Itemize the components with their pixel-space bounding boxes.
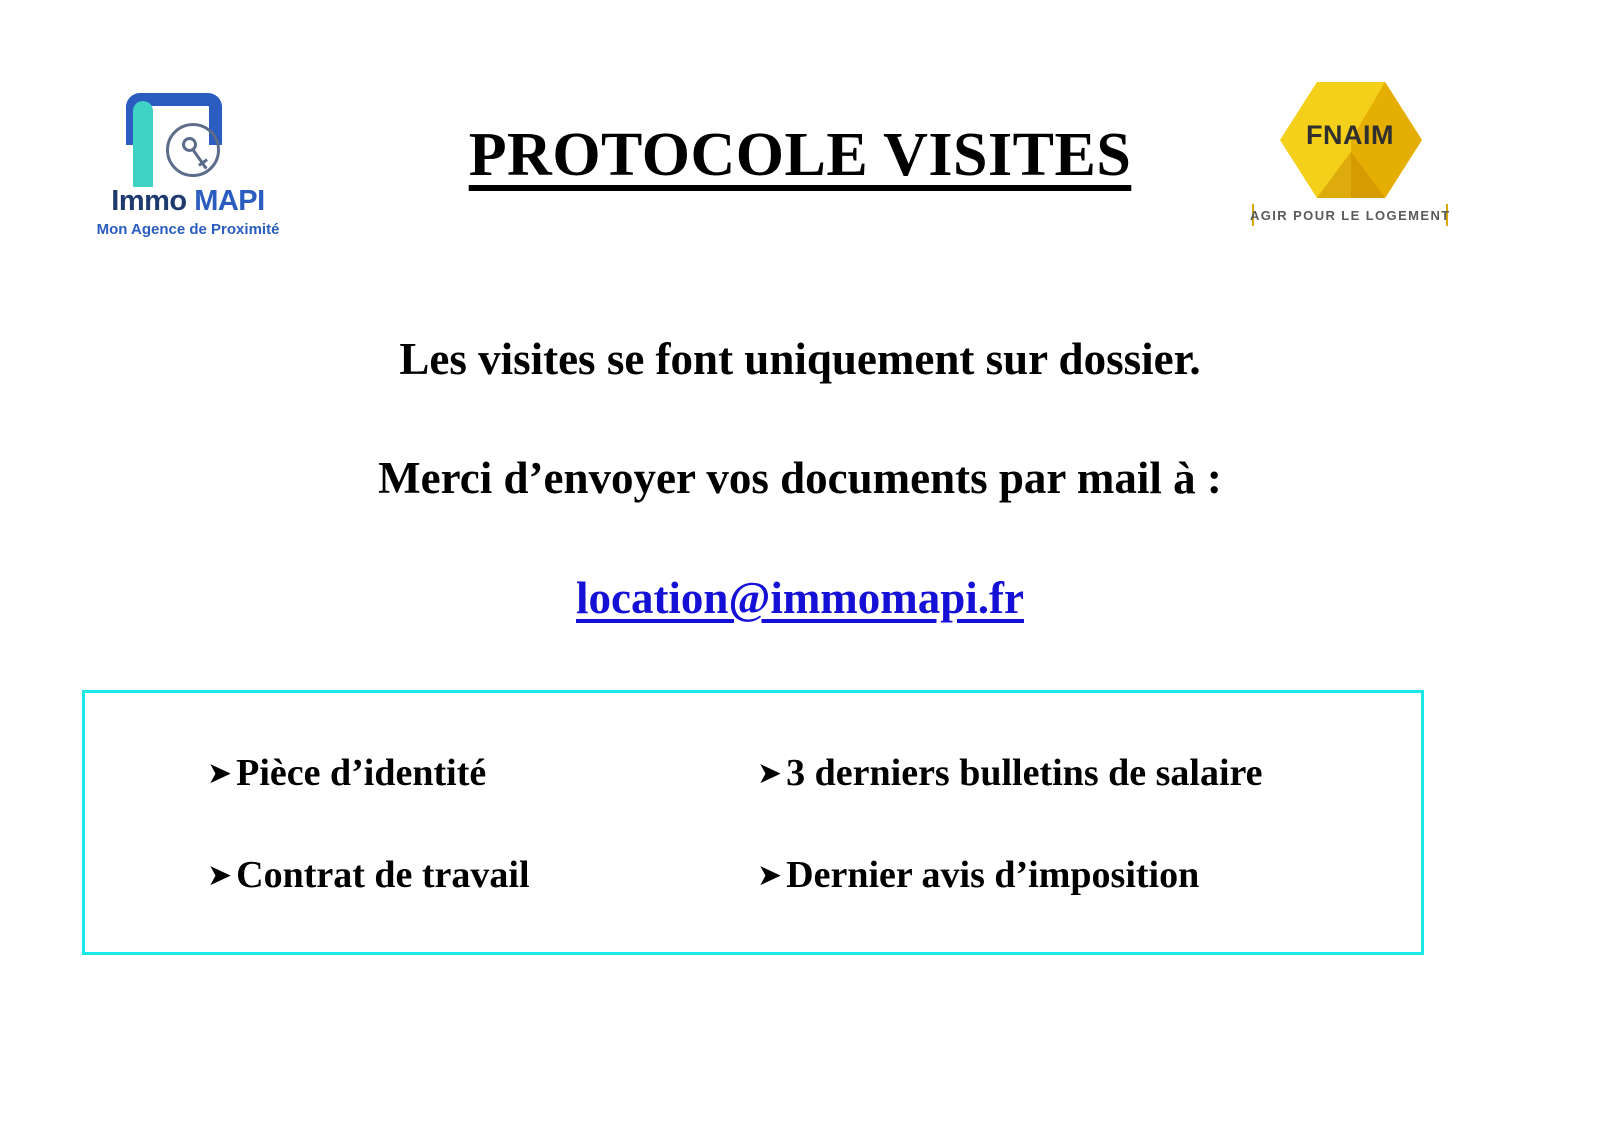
arrow-bullet-icon: ➤ xyxy=(207,858,233,893)
list-item xyxy=(757,853,1199,897)
logo-name xyxy=(88,185,288,218)
list-item-label: 3 derniers bulletins de salaire xyxy=(786,752,1263,794)
intro-line-2: Merci d’envoyer vos documents par mail à : xyxy=(378,453,1222,503)
list-item xyxy=(757,751,1263,795)
fnaim-logo xyxy=(1250,80,1460,250)
list-item-label: Pièce d’identité xyxy=(236,752,487,794)
logo-name-part-2: MAPI xyxy=(194,185,265,217)
list-item xyxy=(207,853,530,897)
logo-tagline: Mon Agence de Proximité xyxy=(96,221,280,238)
arrow-bullet-icon: ➤ xyxy=(757,858,783,893)
list-item-label: Contrat de travail xyxy=(236,854,530,896)
house-key-icon xyxy=(88,85,288,190)
immo-mapi-logo xyxy=(88,85,288,245)
hexagon-icon xyxy=(1270,80,1430,200)
fnaim-wordmark: FNAIM xyxy=(1306,120,1394,150)
email-link[interactable]: location@immomapi.fr xyxy=(575,573,1025,623)
pillar-shape xyxy=(133,111,153,187)
fnaim-tagline: AGIR POUR LE LOGEMENT xyxy=(1250,208,1451,223)
list-item-label: Dernier avis d’imposition xyxy=(786,854,1200,896)
required-documents-box xyxy=(82,690,1424,955)
document-header xyxy=(0,0,1600,270)
list-item xyxy=(207,751,486,795)
required-documents-grid xyxy=(85,693,1421,952)
arrow-bullet-icon: ➤ xyxy=(757,756,783,791)
logo-name-part-1: Immo xyxy=(111,185,195,217)
email-line xyxy=(0,572,1600,624)
intro-line-1: Les visites se font uniquement sur dossier. xyxy=(399,334,1201,384)
page-title: PROTOCOLE VISITES xyxy=(468,121,1132,189)
arrow-bullet-icon: ➤ xyxy=(207,756,233,791)
